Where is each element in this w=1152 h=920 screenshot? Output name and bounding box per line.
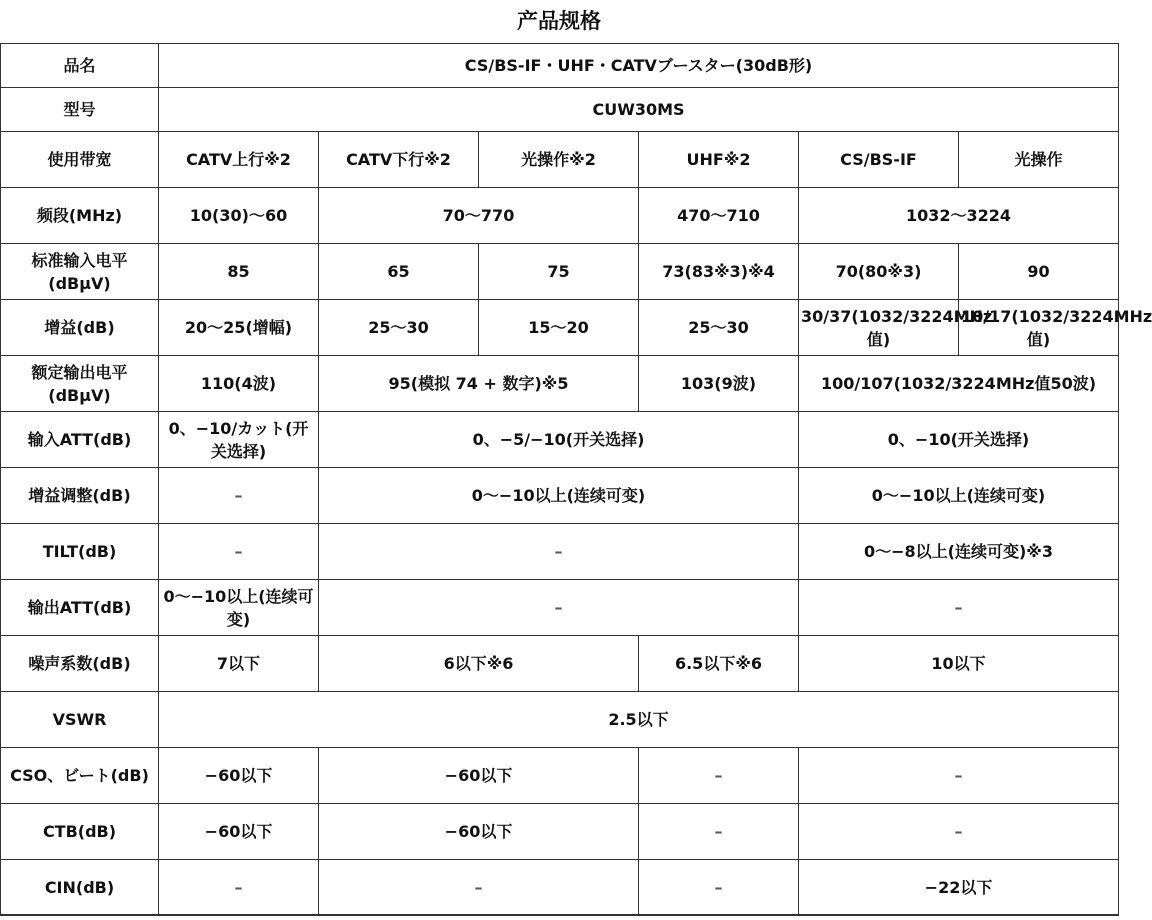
table-cell: – bbox=[319, 860, 639, 916]
table-cell: 7以下 bbox=[159, 636, 319, 692]
table-cell: 0～−10以上(连续可变) bbox=[319, 468, 799, 524]
bottom-divider bbox=[0, 914, 1119, 915]
table-row bbox=[1, 636, 1119, 692]
row-label: 频段(MHz) bbox=[1, 188, 159, 244]
row-label: 标准输入电平(dBμV) bbox=[1, 244, 159, 300]
row-label: 型号 bbox=[1, 88, 159, 132]
spec-table bbox=[0, 43, 1152, 916]
table-row bbox=[1, 804, 1119, 860]
table-cell: 10/17(1032/3224MHz值) bbox=[959, 300, 1119, 356]
table-cell: −60以下 bbox=[159, 804, 319, 860]
table-cell: 65 bbox=[319, 244, 479, 300]
row-label: CSO、ビート(dB) bbox=[1, 748, 159, 804]
table-cell: – bbox=[159, 468, 319, 524]
table-row bbox=[1, 244, 1119, 300]
row-label: VSWR bbox=[1, 692, 159, 748]
table-cell: – bbox=[159, 860, 319, 916]
row-label: 输入ATT(dB) bbox=[1, 412, 159, 468]
row-label: 使用带宽 bbox=[1, 132, 159, 188]
row-label: 品名 bbox=[1, 44, 159, 88]
table-cell: UHF※2 bbox=[639, 132, 799, 188]
table-cell: CUW30MS bbox=[159, 88, 1119, 132]
row-label: 增益(dB) bbox=[1, 300, 159, 356]
table-cell: 光操作※2 bbox=[479, 132, 639, 188]
row-label: TILT(dB) bbox=[1, 524, 159, 580]
table-cell: 6.5以下※6 bbox=[639, 636, 799, 692]
table-cell: 光操作 bbox=[959, 132, 1119, 188]
row-label: 输出ATT(dB) bbox=[1, 580, 159, 636]
table-cell: 0、−10/カット(开关选择) bbox=[159, 412, 319, 468]
table-row bbox=[1, 132, 1119, 188]
table-row bbox=[1, 188, 1119, 244]
table-row bbox=[1, 468, 1119, 524]
table-cell: 0～−8以上(连续可变)※3 bbox=[799, 524, 1119, 580]
table-row bbox=[1, 44, 1119, 88]
table-row bbox=[1, 524, 1119, 580]
table-cell: 0～−10以上(连续可变) bbox=[799, 468, 1119, 524]
table-cell: 110(4波) bbox=[159, 356, 319, 412]
table-cell: – bbox=[159, 524, 319, 580]
row-label: CTB(dB) bbox=[1, 804, 159, 860]
table-cell: 10(30)～60 bbox=[159, 188, 319, 244]
table-cell: 73(83※3)※4 bbox=[639, 244, 799, 300]
table-cell: 1032～3224 bbox=[799, 188, 1119, 244]
table-cell: 25～30 bbox=[319, 300, 479, 356]
table-row bbox=[1, 88, 1119, 132]
row-label: CIN(dB) bbox=[1, 860, 159, 916]
table-cell: 0、−10(开关选择) bbox=[799, 412, 1119, 468]
row-label: 额定输出电平(dBμV) bbox=[1, 356, 159, 412]
table-cell: 103(9波) bbox=[639, 356, 799, 412]
table-row bbox=[1, 412, 1119, 468]
table-title: 产品规格 bbox=[517, 9, 601, 33]
table-row bbox=[1, 356, 1119, 412]
table-cell: 30/37(1032/3224MHz值) bbox=[799, 300, 959, 356]
table-cell: – bbox=[639, 860, 799, 916]
table-cell: – bbox=[799, 748, 1119, 804]
table-cell: −60以下 bbox=[319, 748, 639, 804]
table-cell: – bbox=[639, 748, 799, 804]
table-cell: – bbox=[799, 804, 1119, 860]
table-cell: 2.5以下 bbox=[159, 692, 1119, 748]
table-row bbox=[1, 300, 1119, 356]
table-cell: 75 bbox=[479, 244, 639, 300]
table-row bbox=[1, 580, 1119, 636]
table-cell: 470～710 bbox=[639, 188, 799, 244]
table-cell: – bbox=[319, 524, 799, 580]
table-row bbox=[1, 860, 1119, 916]
table-row bbox=[1, 692, 1119, 748]
table-cell: −60以下 bbox=[159, 748, 319, 804]
table-cell: 6以下※6 bbox=[319, 636, 639, 692]
row-label: 噪声系数(dB) bbox=[1, 636, 159, 692]
table-cell: – bbox=[639, 804, 799, 860]
table-cell: 90 bbox=[959, 244, 1119, 300]
table-cell: 0～−10以上(连续可变) bbox=[159, 580, 319, 636]
table-cell: 70～770 bbox=[319, 188, 639, 244]
table-cell: 95(模拟 74 + 数字)※5 bbox=[319, 356, 639, 412]
table-cell: CATV下行※2 bbox=[319, 132, 479, 188]
table-cell: – bbox=[319, 580, 799, 636]
table-cell: 100/107(1032/3224MHz值50波) bbox=[799, 356, 1119, 412]
table-cell: CS/BS-IF・UHF・CATVブースター(30dB形) bbox=[159, 44, 1119, 88]
table-cell: CATV上行※2 bbox=[159, 132, 319, 188]
table-cell: 10以下 bbox=[799, 636, 1119, 692]
table-cell: – bbox=[799, 580, 1119, 636]
table-row bbox=[1, 748, 1119, 804]
table-cell: 15～20 bbox=[479, 300, 639, 356]
table-cell: −22以下 bbox=[799, 860, 1119, 916]
table-cell: 25～30 bbox=[639, 300, 799, 356]
table-cell: CS/BS-IF bbox=[799, 132, 959, 188]
table-cell: 70(80※3) bbox=[799, 244, 959, 300]
row-label: 增益调整(dB) bbox=[1, 468, 159, 524]
table-cell: 0、−5/−10(开关选择) bbox=[319, 412, 799, 468]
table-cell: −60以下 bbox=[319, 804, 639, 860]
table-cell: 85 bbox=[159, 244, 319, 300]
table-cell: 20～25(增幅) bbox=[159, 300, 319, 356]
